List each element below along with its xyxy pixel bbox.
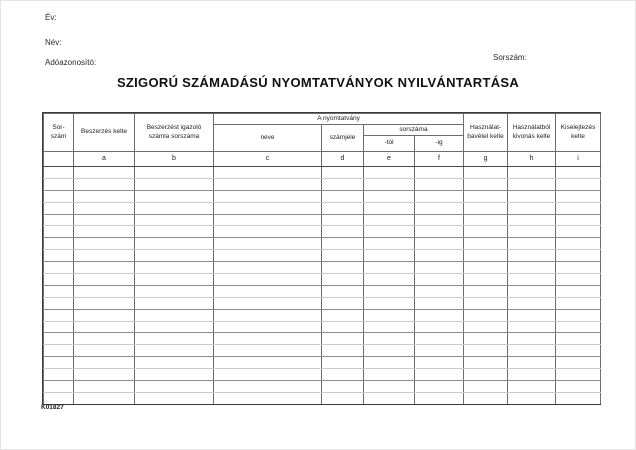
table-cell [74,262,135,274]
column-letter: i [556,152,601,167]
table-cell [214,357,322,369]
column-letter: a [74,152,135,167]
table-cell [556,214,601,226]
name-label: Név: [45,38,62,47]
table-cell [44,392,74,404]
table-cell [556,369,601,381]
col-header-serial-to: -ig [415,136,464,152]
table-cell [415,274,464,286]
table-cell [214,167,322,179]
table-cell [74,178,135,190]
table-cell [135,214,214,226]
table-cell [364,321,415,333]
table-cell [415,250,464,262]
table-cell [322,250,364,262]
table-cell [214,333,322,345]
table-row [44,202,601,214]
table-cell [322,345,364,357]
table-cell [415,345,464,357]
col-header-acquisition-date: Beszerzés kelte [74,114,135,152]
table-cell [556,309,601,321]
table-cell [44,309,74,321]
table-cell [322,392,364,404]
table-cell [508,333,556,345]
table-cell [464,238,508,250]
table-cell [135,381,214,393]
serial-number-label: Sorszám: [493,53,527,62]
table-cell [508,392,556,404]
table-cell [364,202,415,214]
table-cell [464,262,508,274]
col-header-row-number: Sor-szám [44,114,74,152]
table-header [44,114,601,167]
col-header-form-name: neve [214,125,322,152]
table-row [44,285,601,297]
table-cell [364,178,415,190]
table-cell [322,369,364,381]
table-cell [464,167,508,179]
table-cell [556,392,601,404]
table-cell [322,297,364,309]
table-cell [508,262,556,274]
table-cell [556,381,601,393]
table-cell [74,226,135,238]
table-cell [135,357,214,369]
table-row [44,381,601,393]
table-cell [74,369,135,381]
column-letter: g [464,152,508,167]
table-cell [322,262,364,274]
table-cell [364,238,415,250]
table-cell [556,297,601,309]
table-cell [214,321,322,333]
table-cell [74,333,135,345]
table-cell [508,357,556,369]
table-cell [508,167,556,179]
table-cell [464,250,508,262]
col-header-form-group: A nyomtatvány [214,114,464,125]
table-cell [322,285,364,297]
table-cell [135,321,214,333]
table-cell [74,297,135,309]
table-cell [415,297,464,309]
table-cell [464,274,508,286]
table-row [44,333,601,345]
column-letter: f [415,152,464,167]
table-cell [508,345,556,357]
table-cell [364,190,415,202]
column-letter: e [364,152,415,167]
table-cell [44,178,74,190]
table-cell [135,238,214,250]
table-cell [415,333,464,345]
col-header-scrapping-date: Kiselejtezés kelte [556,114,601,152]
column-letter: h [508,152,556,167]
table-row [44,178,601,190]
table-cell [322,321,364,333]
table-cell [322,309,364,321]
table-cell [214,214,322,226]
table-cell [214,345,322,357]
table-cell [364,285,415,297]
table-cell [464,297,508,309]
form-code: K01827 [41,404,64,411]
table-cell [322,274,364,286]
table-row [44,345,601,357]
table-cell [464,214,508,226]
table-cell [214,202,322,214]
table-cell [322,238,364,250]
table-cell [322,214,364,226]
table-cell [508,238,556,250]
table-row [44,392,601,404]
column-letter: c [214,152,322,167]
table-row [44,250,601,262]
table-cell [556,357,601,369]
table-cell [508,321,556,333]
table-cell [74,285,135,297]
table-cell [464,321,508,333]
table-row [44,321,601,333]
table-cell [556,178,601,190]
table-cell [556,250,601,262]
table-cell [508,369,556,381]
table-cell [135,274,214,286]
col-header-withdrawal-date: Használatból kivonás kelte [508,114,556,152]
table-cell [214,238,322,250]
table-cell [508,178,556,190]
table-cell [74,238,135,250]
registry-table [42,112,601,405]
table-row [44,262,601,274]
table-cell [322,190,364,202]
table-cell [556,333,601,345]
table-cell [322,333,364,345]
table-cell [44,202,74,214]
table-row [44,297,601,309]
table-row [44,369,601,381]
table-cell [44,190,74,202]
table-cell [214,190,322,202]
table-cell [74,309,135,321]
table-cell [44,285,74,297]
table-cell [74,345,135,357]
table-cell [464,381,508,393]
table-cell [74,202,135,214]
table-cell [44,369,74,381]
table-cell [556,285,601,297]
table-cell [415,238,464,250]
column-letter: b [135,152,214,167]
table-row [44,274,601,286]
table-cell [364,262,415,274]
table-cell [322,202,364,214]
column-letter: d [322,152,364,167]
table-cell [135,285,214,297]
table-cell [556,190,601,202]
table-cell [364,357,415,369]
col-header-first-use-date: Használat-bavétel kelte [464,114,508,152]
table-cell [464,333,508,345]
table-cell [322,381,364,393]
table-cell [508,190,556,202]
table-cell [464,226,508,238]
table-cell [74,274,135,286]
table-cell [508,381,556,393]
table-cell [415,392,464,404]
table-cell [214,262,322,274]
col-header-invoice-number: Beszerzést igazoló számla sorszáma [135,114,214,152]
table-cell [364,226,415,238]
table-cell [464,345,508,357]
table-cell [508,250,556,262]
table-cell [415,381,464,393]
table-row [44,167,601,179]
header-letters-row [44,152,601,167]
table-cell [135,345,214,357]
table-row [44,226,601,238]
table-cell [464,190,508,202]
table-cell [74,381,135,393]
table-cell [556,238,601,250]
table-cell [415,321,464,333]
table-cell [135,226,214,238]
table-cell [364,392,415,404]
col-header-serial-group: sorszáma [364,125,464,136]
table-cell [415,226,464,238]
table-cell [415,202,464,214]
table-cell [322,167,364,179]
table-cell [556,321,601,333]
col-header-form-code: számjele [322,125,364,152]
table-cell [214,226,322,238]
table-cell [322,357,364,369]
table-cell [44,167,74,179]
table-cell [364,333,415,345]
table-cell [135,297,214,309]
table-cell [415,285,464,297]
table-cell [464,357,508,369]
table-cell [364,167,415,179]
table-cell [135,392,214,404]
table-cell [464,285,508,297]
table-cell [44,250,74,262]
table-cell [364,297,415,309]
table-cell [556,167,601,179]
table-cell [44,333,74,345]
table-cell [464,202,508,214]
table-cell [44,321,74,333]
table-cell [364,369,415,381]
table-cell [44,297,74,309]
table-cell [508,285,556,297]
table-cell [135,190,214,202]
table-cell [74,357,135,369]
table-cell [74,392,135,404]
table-cell [44,381,74,393]
table-cell [214,309,322,321]
table-cell [135,250,214,262]
year-label: Év: [45,13,57,22]
table-cell [214,274,322,286]
table-cell [322,178,364,190]
table-cell [415,190,464,202]
table-cell [364,345,415,357]
table-cell [135,333,214,345]
table-cell [214,381,322,393]
table-cell [415,369,464,381]
table-cell [556,202,601,214]
table-cell [364,250,415,262]
table-cell [135,178,214,190]
table-cell [74,190,135,202]
registry-table-grid [43,113,601,404]
table-cell [415,262,464,274]
table-row [44,357,601,369]
table-cell [74,167,135,179]
table-cell [415,167,464,179]
table-cell [364,214,415,226]
table-cell [44,226,74,238]
header-row-1 [44,114,601,125]
table-cell [556,262,601,274]
table-cell [508,309,556,321]
table-cell [322,226,364,238]
table-cell [214,285,322,297]
table-cell [74,214,135,226]
table-cell [508,226,556,238]
page-title: SZIGORÚ SZÁMADÁSÚ NYOMTATVÁNYOK NYILVÁNTARTÁSA [116,75,520,90]
table-cell [74,250,135,262]
table-cell [508,202,556,214]
table-cell [44,274,74,286]
table-cell [364,274,415,286]
table-cell [214,178,322,190]
table-cell [214,250,322,262]
table-cell [135,262,214,274]
table-cell [214,297,322,309]
table-cell [135,167,214,179]
table-cell [556,345,601,357]
table-cell [415,357,464,369]
table-cell [214,392,322,404]
table-cell [415,309,464,321]
table-cell [74,321,135,333]
table-cell [135,369,214,381]
table-cell [44,345,74,357]
table-cell [135,309,214,321]
table-cell [44,262,74,274]
table-row [44,309,601,321]
table-cell [415,214,464,226]
table-cell [415,178,464,190]
table-cell [464,178,508,190]
table-cell [464,392,508,404]
table-cell [364,381,415,393]
table-cell [364,309,415,321]
table-cell [556,274,601,286]
table-cell [508,214,556,226]
col-header-serial-from: -tól [364,136,415,152]
column-letter-blank [44,152,74,167]
table-cell [214,369,322,381]
table-cell [464,309,508,321]
table-cell [44,214,74,226]
table-cell [464,369,508,381]
table-body [44,167,601,405]
table-row [44,214,601,226]
table-cell [44,357,74,369]
table-cell [44,238,74,250]
table-row [44,238,601,250]
table-cell [508,274,556,286]
table-cell [508,297,556,309]
table-cell [135,202,214,214]
tax-id-label: Adóazonosító: [45,58,97,67]
table-row [44,190,601,202]
table-cell [556,226,601,238]
